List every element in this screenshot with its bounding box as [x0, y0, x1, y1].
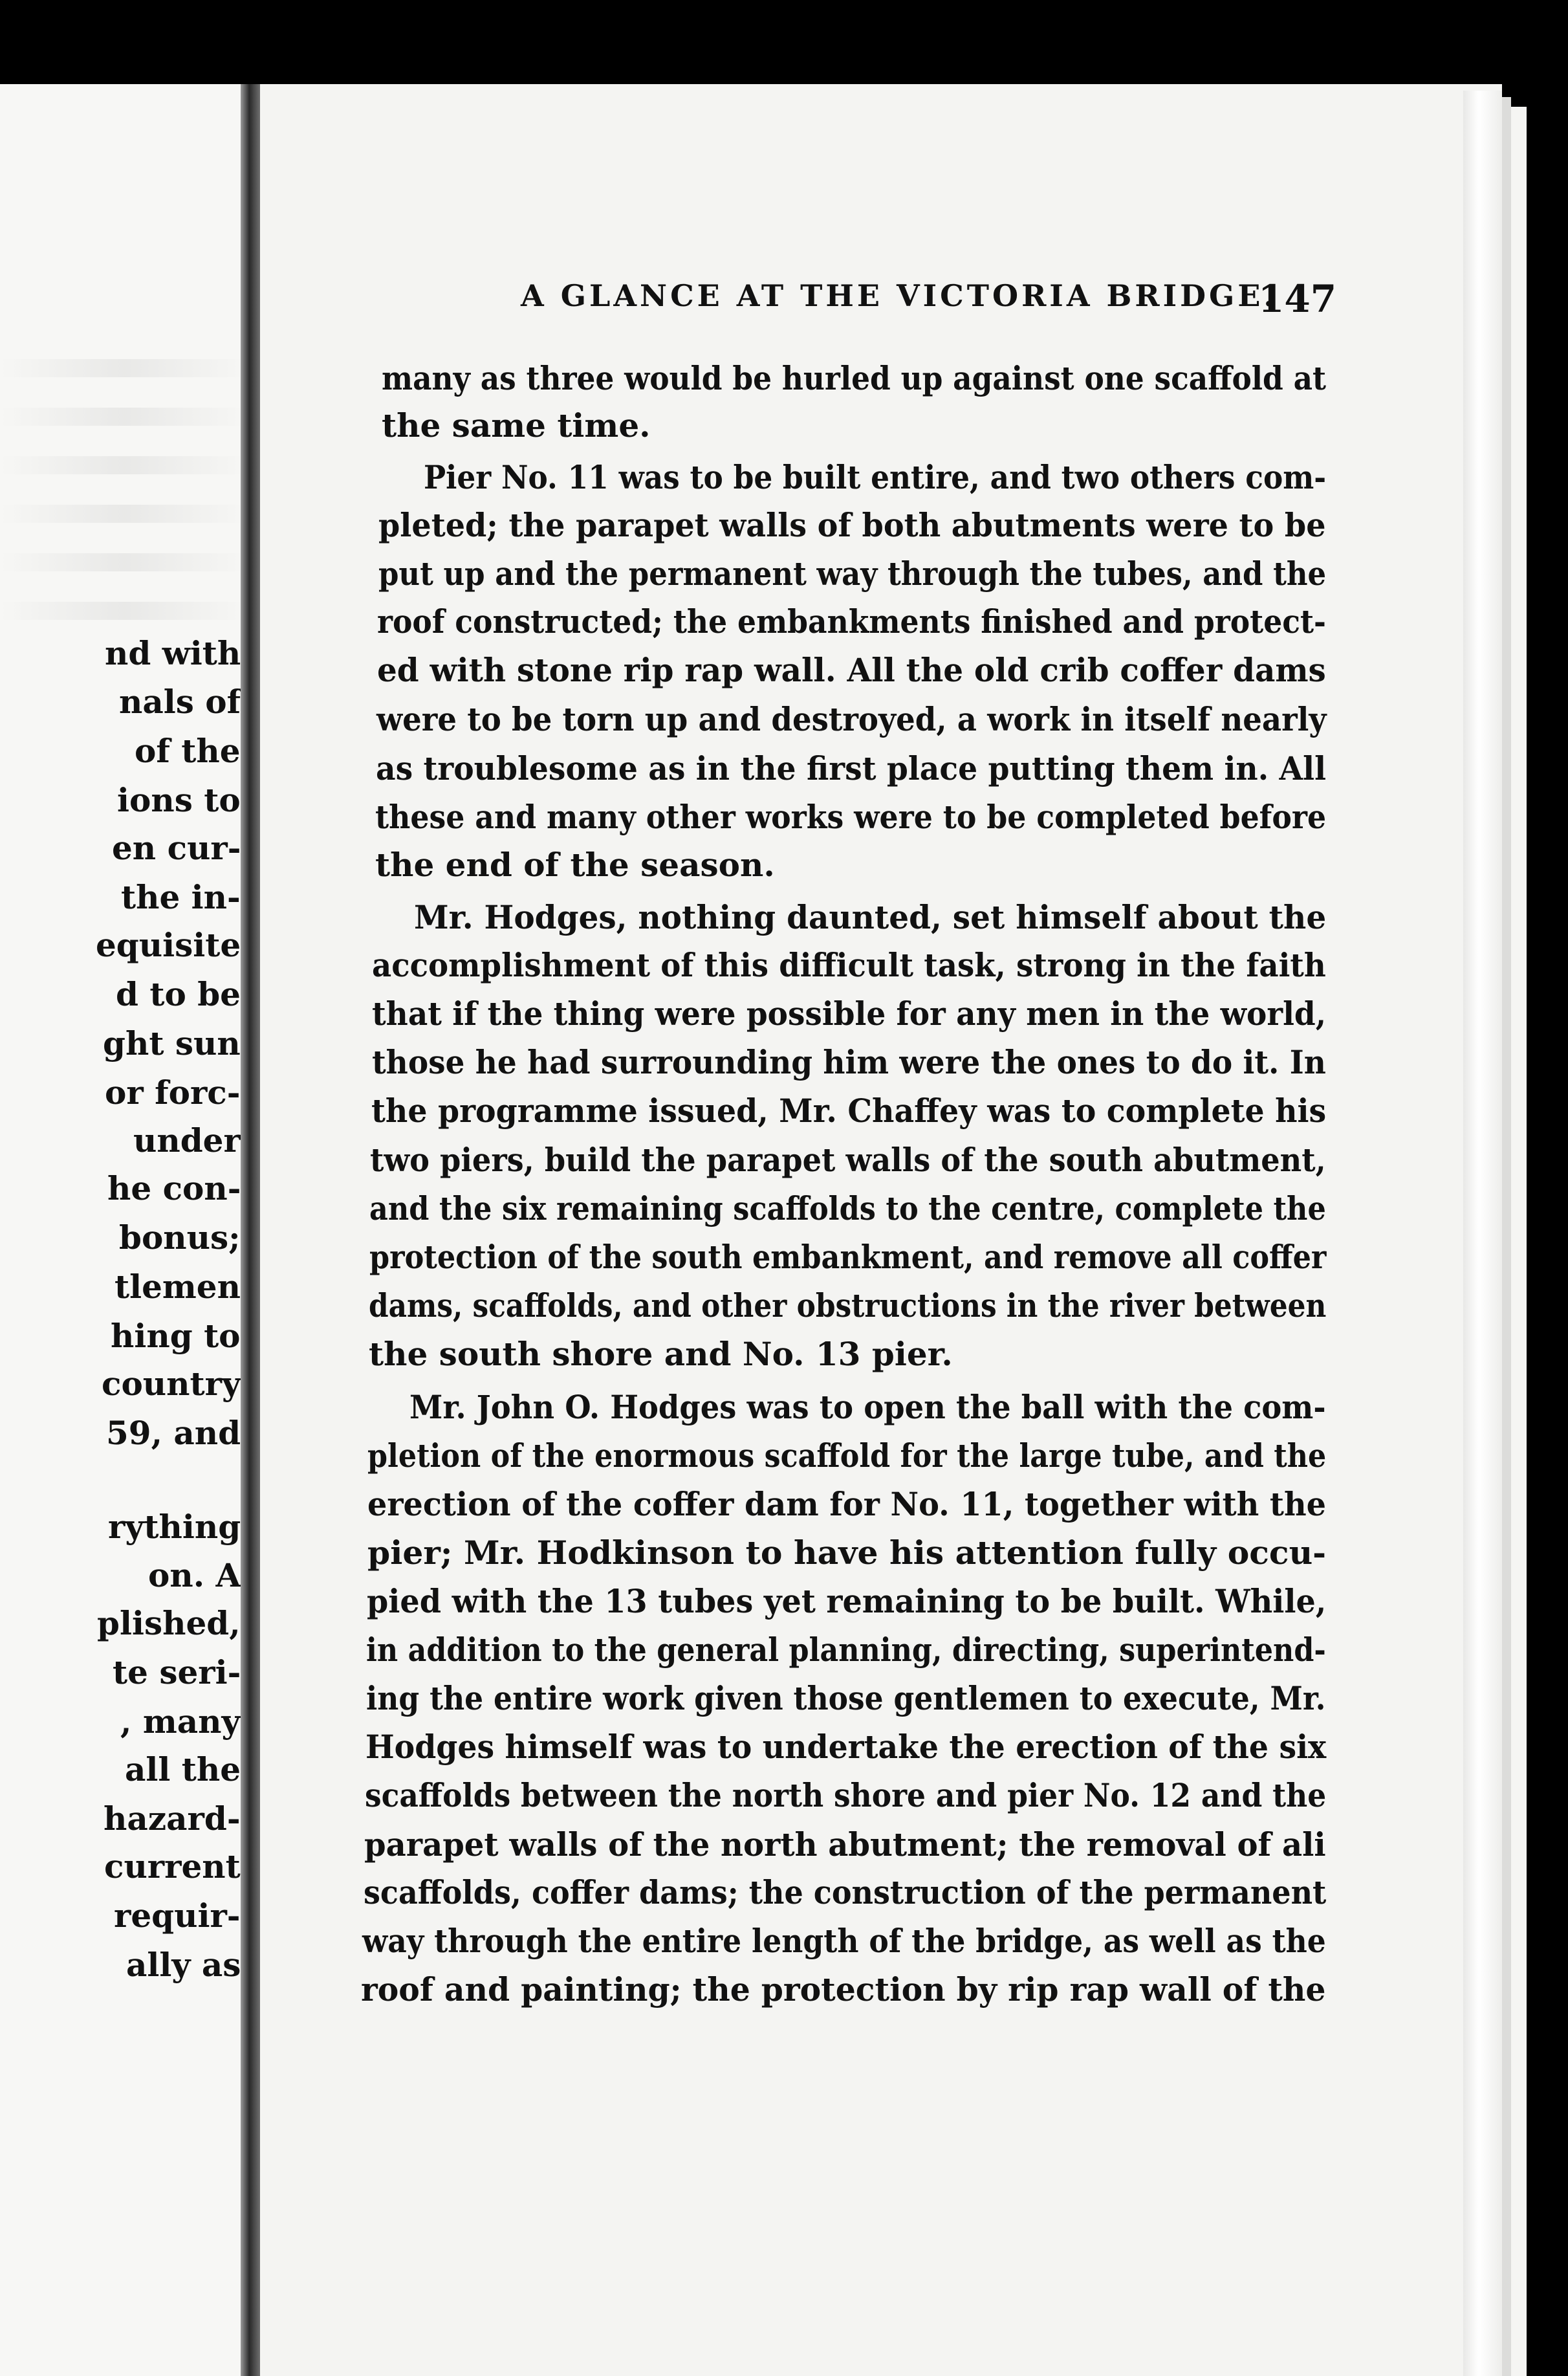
left-page-line: plished, — [97, 1604, 241, 1642]
left-page-line: on. A — [148, 1556, 241, 1594]
text-line: and the six remaining scaffolds to the centre, complete the — [369, 1189, 1326, 1227]
text-line: these and many other works were to be completed before — [375, 798, 1327, 836]
book-gutter — [241, 84, 260, 2376]
text-line: scaffolds between the north shore and pier No. 12 and the — [365, 1776, 1327, 1814]
text-line: ed with stone rip rap wall. All the old crib coffer dams — [377, 651, 1326, 689]
bleed-through — [0, 553, 249, 571]
left-page-line: en cur- — [112, 829, 241, 867]
left-page-line: or forc- — [105, 1073, 241, 1112]
text-line: that if the thing were possible for any men in the world, — [372, 995, 1327, 1033]
text-line: parapet walls of the north abutment; the removal of ali — [364, 1825, 1326, 1864]
text-line: Pier No. 11 was to be built entire, and two others com- — [424, 458, 1327, 496]
page-number: 147 — [1258, 277, 1337, 321]
left-page-line: ally as — [126, 1946, 241, 1984]
left-page-line: , many — [120, 1702, 241, 1741]
left-page-line: te seri- — [113, 1653, 241, 1691]
text-line: pleted; the parapet walls of both abutments were to be — [378, 506, 1326, 544]
page-edge — [1511, 107, 1527, 2376]
text-line: two piers, build the parapet walls of the south abutment, — [370, 1141, 1326, 1179]
text-line: as troublesome as in the first place putting them in. All — [376, 749, 1326, 787]
bleed-through — [0, 408, 249, 426]
text-line: way through the entire length of the bridge, as well as the — [362, 1922, 1326, 1960]
text-line: protection of the south embankment, and remove all coffer — [369, 1238, 1327, 1276]
text-line: roof constructed; the embankments finished and protect- — [377, 602, 1326, 641]
left-page-line: hing to — [111, 1317, 241, 1355]
text-line: scaffolds, coffer dams; the construction of the permanent — [364, 1873, 1327, 1911]
running-header: A GLANCE AT THE VICTORIA BRIDGE. — [521, 278, 1278, 313]
left-page-line: under — [133, 1121, 241, 1160]
left-page-line: nd with — [105, 634, 241, 672]
text-line: were to be torn up and destroyed, a work in itself nearly — [376, 700, 1327, 738]
text-line: those he had surrounding him were the ones to do it. In — [372, 1043, 1326, 1081]
left-page-line: 59, and — [106, 1414, 241, 1452]
text-line: pier; Mr. Hodkinson to have his attention fully occu- — [367, 1534, 1327, 1572]
bleed-through — [0, 602, 249, 620]
left-page-line: requir- — [114, 1897, 241, 1935]
text-line: Mr. Hodges, nothing daunted, set himself about the — [414, 898, 1327, 936]
text-line: many as three would be hurled up against one scaffold at — [382, 359, 1326, 397]
text-line: roof and painting; the protection by rip rap wall of the — [361, 1970, 1326, 2008]
left-page-line: hazard- — [103, 1799, 241, 1838]
text-line: ing the entire work given those gentlemen to execute, Mr. — [366, 1679, 1326, 1717]
bleed-through — [0, 359, 249, 377]
left-page-line: tlemen — [114, 1268, 241, 1306]
text-line: accomplishment of this difficult task, strong in the faith — [372, 946, 1326, 984]
bleed-through — [0, 505, 249, 523]
text-line: put up and the permanent way through the tubes, and the — [378, 555, 1327, 593]
left-page-line: rything — [108, 1508, 241, 1546]
text-line: the south shore and No. 13 pier. — [369, 1335, 953, 1373]
text-line: Hodges himself was to undertake the erection of the six — [365, 1728, 1327, 1766]
text-line: erection of the coffer dam for No. 11, together with the — [367, 1485, 1327, 1523]
text-line: dams, scaffolds, and other obstructions in the river between — [369, 1286, 1327, 1325]
text-line: Mr. John O. Hodges was to open the ball with the com- — [409, 1388, 1326, 1426]
left-page-line: ions to — [117, 781, 241, 819]
left-page-line: the in- — [121, 878, 241, 916]
left-page-line: ght sun — [103, 1024, 241, 1062]
left-page-line: of the — [135, 732, 241, 770]
text-line: pied with the 13 tubes yet remaining to be built. While, — [367, 1582, 1327, 1620]
left-page-line: nals of — [119, 683, 241, 721]
page-edge — [1463, 91, 1502, 2376]
left-page-line: bonus; — [119, 1218, 241, 1257]
text-line: the end of the season. — [375, 846, 775, 884]
bleed-through — [0, 456, 249, 474]
text-line: the programme issued, Mr. Chaffey was to complete his — [371, 1092, 1327, 1130]
left-page-line: country — [102, 1365, 241, 1403]
page-edge — [1502, 97, 1511, 2376]
left-page-line: all the — [125, 1750, 241, 1788]
text-line: the same time. — [382, 406, 651, 445]
left-page-line: current — [104, 1847, 241, 1886]
left-page-line: d to be — [116, 975, 241, 1013]
text-line: pletion of the enormous scaffold for the large tube, and the — [367, 1436, 1327, 1475]
text-line: in addition to the general planning, directing, superintend- — [366, 1631, 1326, 1669]
left-page-line: equisite — [96, 926, 241, 964]
left-page-line: he con- — [107, 1169, 241, 1207]
